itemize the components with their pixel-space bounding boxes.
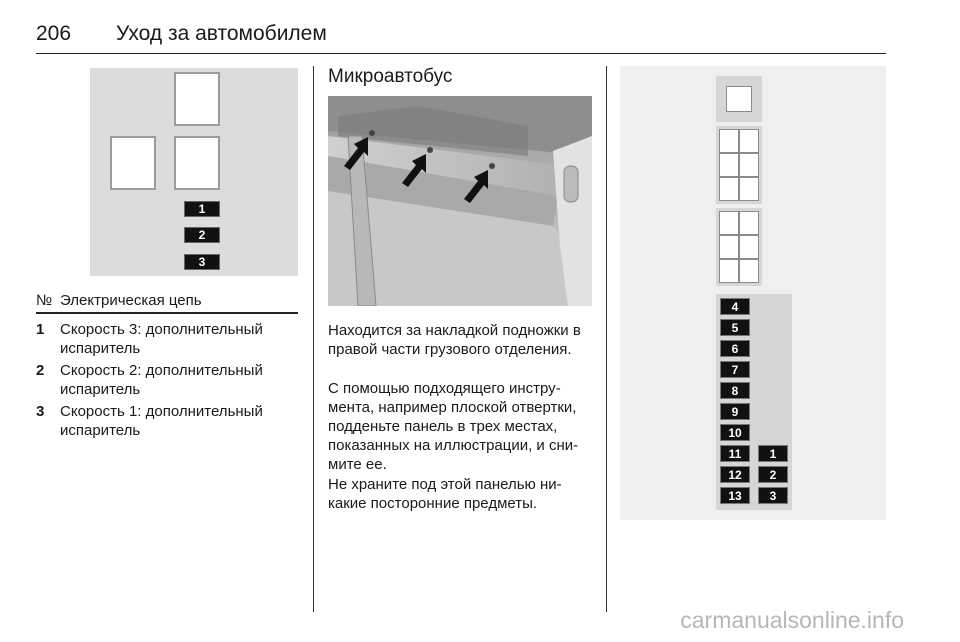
fuse-label-3: 3 bbox=[184, 254, 220, 270]
row-number: 3 bbox=[36, 403, 45, 420]
row-number: 1 bbox=[36, 321, 45, 338]
relay-slot bbox=[739, 259, 759, 283]
table-col-circuit: Электрическая цепь bbox=[60, 292, 202, 309]
column-divider-right bbox=[606, 66, 607, 612]
watermark: carmanualsonline.info bbox=[680, 607, 904, 633]
paragraph-location: Находится за накладкой подножки в правой части грузового отделения. bbox=[328, 322, 581, 358]
relay-block-lower bbox=[716, 208, 762, 286]
relay-slot bbox=[726, 86, 752, 112]
page-number: 206 bbox=[36, 22, 72, 45]
circuit-table-header bbox=[36, 290, 298, 314]
fuse-label-13: 13 bbox=[720, 487, 750, 504]
table-col-number: № bbox=[36, 292, 53, 309]
fuse-box-diagram-2 bbox=[620, 66, 886, 520]
fuse-label-11: 11 bbox=[720, 445, 750, 462]
page-title: Уход за автомобилем bbox=[116, 22, 327, 45]
relay-slot bbox=[739, 129, 759, 153]
fuse-label-7: 7 bbox=[720, 361, 750, 378]
column-divider-left bbox=[313, 66, 314, 612]
fuse-label-6: 6 bbox=[720, 340, 750, 357]
section-title: Микроавтобус bbox=[328, 66, 453, 87]
fuse-label-2: 2 bbox=[184, 227, 220, 243]
row-text: Скорость 3: дополнительный испаритель bbox=[60, 321, 263, 357]
relay-block-middle bbox=[716, 126, 762, 204]
relay-slot-left bbox=[110, 136, 156, 190]
fuse-label-4: 4 bbox=[720, 298, 750, 315]
row-text: Скорость 1: дополнительный испаритель bbox=[60, 403, 263, 439]
relay-slot bbox=[719, 153, 739, 177]
fuse-label-5: 5 bbox=[720, 319, 750, 336]
fuse-label-10: 10 bbox=[720, 424, 750, 441]
relay-slot-right bbox=[174, 136, 220, 190]
fuse-label-1: 1 bbox=[184, 201, 220, 217]
fuse-label-right-1: 1 bbox=[758, 445, 788, 462]
relay-block-top bbox=[716, 76, 762, 122]
relay-slot bbox=[739, 235, 759, 259]
row-number: 2 bbox=[36, 362, 45, 379]
relay-slot bbox=[719, 235, 739, 259]
fuse-block bbox=[716, 294, 792, 510]
relay-slot-top bbox=[174, 72, 220, 126]
relay-slot bbox=[739, 153, 759, 177]
fuse-label-right-3: 3 bbox=[758, 487, 788, 504]
paragraph-instructions: С помощью подходящего инструмента, например плоской отвертки, подденьте панель в трех местах, показанных на иллюстрации, и снимите ее. bbox=[328, 380, 579, 473]
fuse-label-right-2: 2 bbox=[758, 466, 788, 483]
page-header bbox=[36, 20, 886, 54]
paragraph-warning: Не храните под этой панелью никакие посторонние предметы. bbox=[328, 476, 562, 512]
fuse-label-9: 9 bbox=[720, 403, 750, 420]
relay-slot bbox=[739, 211, 759, 235]
relay-slot bbox=[719, 211, 739, 235]
relay-slot bbox=[719, 129, 739, 153]
relay-slot bbox=[739, 177, 759, 201]
fuse-label-8: 8 bbox=[720, 382, 750, 399]
fuse-box-diagram-1 bbox=[90, 68, 298, 276]
relay-slot bbox=[719, 177, 739, 201]
relay-slot bbox=[719, 259, 739, 283]
row-text: Скорость 2: дополнительный испаритель bbox=[60, 362, 263, 398]
fuse-label-12: 12 bbox=[720, 466, 750, 483]
cargo-step-panel-illustration bbox=[328, 96, 592, 306]
